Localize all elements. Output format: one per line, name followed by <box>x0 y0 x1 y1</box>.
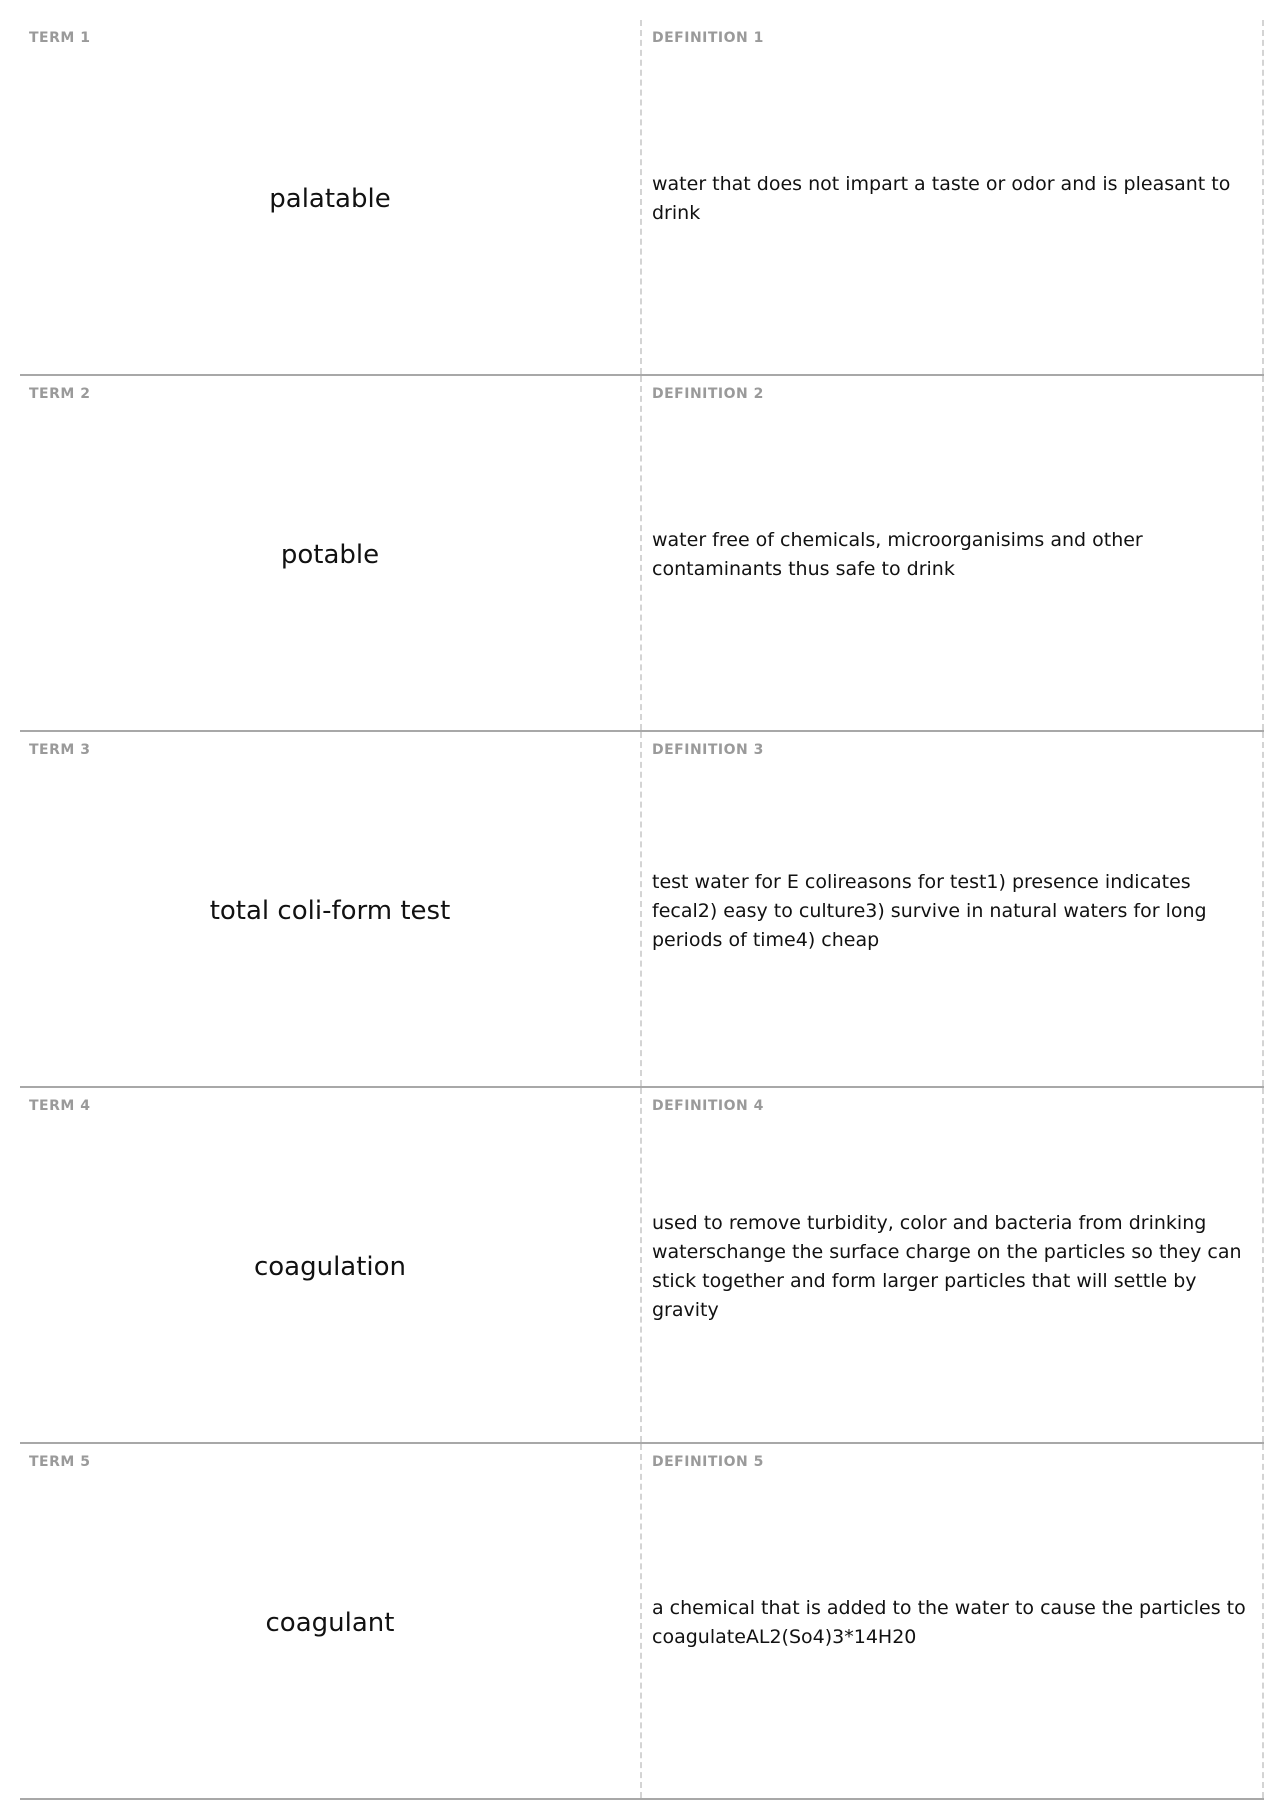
flashcard-row-2 <box>20 376 1264 732</box>
term-cell <box>20 1088 642 1442</box>
definition-label: DEFINITION 1 <box>652 30 764 46</box>
definition-label: DEFINITION 5 <box>652 1454 764 1470</box>
term-label: TERM 3 <box>29 742 91 758</box>
term-label: TERM 2 <box>29 386 91 402</box>
term-cell <box>20 376 642 730</box>
term-label: TERM 5 <box>29 1454 91 1470</box>
term-label: TERM 1 <box>29 30 91 46</box>
flashcard-row-1 <box>20 20 1264 376</box>
definition-text: a chemical that is added to the water to cause the particles to coagulateAL2(So4)3*14H20 <box>652 1597 1246 1648</box>
term-cell <box>20 20 642 374</box>
flashcard-row-5 <box>20 1444 1264 1800</box>
definition-label: DEFINITION 3 <box>652 742 764 758</box>
definition-text: water that does not impart a taste or odor and is pleasant to drink <box>652 173 1231 224</box>
term-cell <box>20 1444 642 1798</box>
flashcard-row-4 <box>20 1088 1264 1444</box>
term-text: total coli-form test <box>209 896 451 926</box>
definition-text: used to remove turbidity, color and bacteria from drinking waterschange the surface charge on the particles so they can stick together and form larger particles that will settle by gravity <box>652 1212 1242 1321</box>
term-cell <box>20 732 642 1086</box>
term-text: palatable <box>269 184 391 214</box>
definition-cell <box>642 1088 1264 1442</box>
definition-cell <box>642 732 1264 1086</box>
term-text: coagulation <box>253 1252 407 1282</box>
term-text: coagulant <box>265 1608 395 1638</box>
definition-label: DEFINITION 4 <box>652 1098 764 1114</box>
definition-cell <box>642 20 1264 374</box>
definition-label: DEFINITION 2 <box>652 386 764 402</box>
flashcard-sheet <box>20 20 1264 1800</box>
flashcard-row-3 <box>20 732 1264 1088</box>
definition-text: water free of chemicals, microorganisims and other contaminants thus safe to drink <box>652 529 1143 580</box>
definition-cell <box>642 1444 1264 1798</box>
term-label: TERM 4 <box>29 1098 91 1114</box>
term-text: potable <box>280 540 380 570</box>
definition-cell <box>642 376 1264 730</box>
definition-text: test water for E colireasons for test1) presence indicates fecal2) easy to culture3) survive in natural waters for long periods of time4) cheap <box>652 870 1207 951</box>
